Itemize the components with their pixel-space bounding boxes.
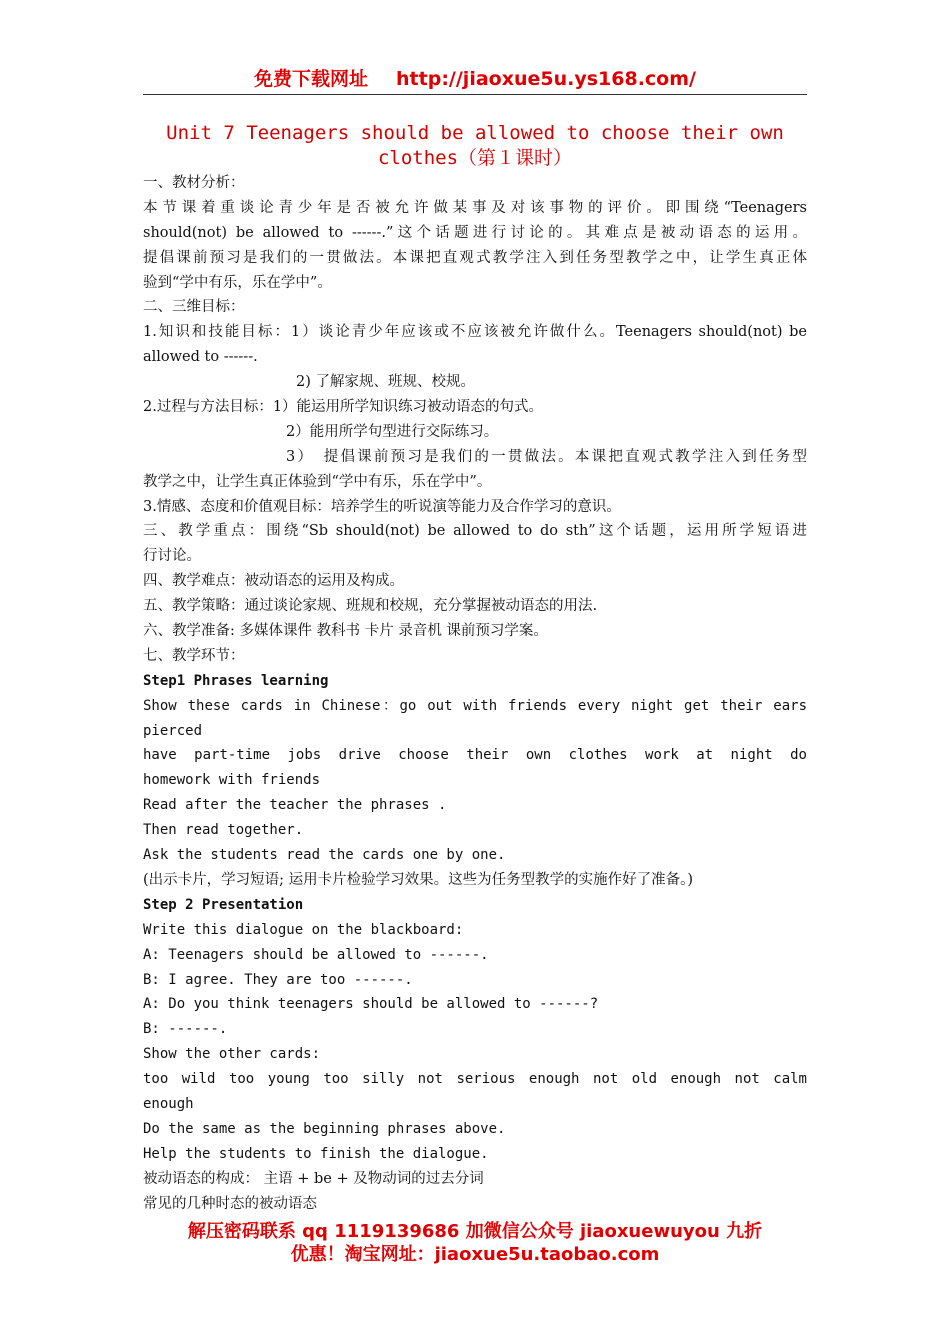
text-line: Help the students to finish the dialogue. <box>143 1145 489 1162</box>
text-line: 2）能用所学句型进行交际练习。 <box>286 423 499 440</box>
header-divider <box>143 94 807 95</box>
text-line: Ask the students read the cards one by one. <box>143 847 506 864</box>
text-line: 提倡课前预习是我们的一贯做法。本课把直观式教学注入到任务型教学之中，让学生真正体 <box>143 249 807 266</box>
text-line: (出示卡片，学习短语; 运用卡片检验学习效果。这些为任务型教学的实施作好了准备。) <box>143 871 694 888</box>
document-body <box>143 171 807 1216</box>
text-line: should(not) be allowed to ------.”这个话题进行讨论的。其难点是被动语态的运用。 <box>143 224 807 241</box>
text-line: 2.过程与方法目标：1）能运用所学知识练习被动语态的句式。 <box>143 399 544 416</box>
text-line: too wild too young too silly not serious enough not old enough not calm <box>143 1071 807 1088</box>
footer-line-2[interactable]: 优惠！淘宝网址：jiaoxue5u.taobao.com <box>290 1244 660 1265</box>
text-line: 被动语态的构成： 主语 + be + 及物动词的过去分词 <box>143 1170 484 1187</box>
section-heading: 五、教学策略：通过谈论家规、班规和校规，充分掌握被动语态的用法. <box>143 598 598 615</box>
text-line: 常见的几种时态的被动语态 <box>143 1195 317 1212</box>
text-line: Then read together. <box>143 822 304 839</box>
step-heading: Step1 Phrases learning <box>143 672 329 689</box>
text-line: 3） 提倡课前预习是我们的一贯做法。本课把直观式教学注入到任务型 <box>286 448 807 465</box>
section-heading: 一、教材分析： <box>143 175 245 191</box>
text-line: Show these cards in Chinese：go out with friends every night get their ears <box>143 697 807 714</box>
text-line: pierced <box>143 722 203 739</box>
dialogue-line: A: Teenagers should be allowed to ------. <box>143 946 489 963</box>
text-line: Show the other cards: <box>143 1046 321 1063</box>
text-line: 验到“学中有乐，乐在学中”。 <box>143 274 332 291</box>
page-title <box>143 121 807 171</box>
text-line: allowed to ------. <box>143 349 258 366</box>
text-line: enough <box>143 1095 194 1112</box>
step-heading: Step 2 Presentation <box>143 896 304 913</box>
text-line: Read after the teacher the phrases . <box>143 797 447 814</box>
text-line: Do the same as the beginning phrases above. <box>143 1120 506 1137</box>
footer-line-1: 解压密码联系 qq 1119139686 加微信公众号 jiaoxuewuyou 九折 <box>187 1221 763 1242</box>
section-heading: 六、教学准备: 多媒体课件 教科书 卡片 录音机 课前预习学案。 <box>143 623 548 640</box>
text-line: 教学之中，让学生真正体验到“学中有乐，乐在学中”。 <box>143 473 492 490</box>
footer-banner <box>143 1220 807 1266</box>
text-line: 1.知识和技能目标：1）谈论青少年应该或不应该被允许做什么。Teenagers should(not) be <box>143 324 807 341</box>
section-heading: 二、三维目标： <box>143 299 245 316</box>
title-line-2: clothes（第１课时） <box>377 147 573 169</box>
title-line-1: Unit 7 Teenagers should be allowed to choose their own <box>166 122 784 144</box>
text-line: homework with friends <box>143 772 321 789</box>
section-heading: 四、教学难点：被动语态的运用及构成。 <box>143 573 404 590</box>
text-line: 2) 了解家规、班规、校规。 <box>296 374 475 391</box>
header-url-link[interactable]: http://jiaoxue5u.ys168.com/ <box>396 68 696 90</box>
text-line: 3.情感、态度和价值观目标：培养学生的听说演等能力及合作学习的意识。 <box>143 498 621 515</box>
dialogue-line: A: Do you think teenagers should be allowed to ------? <box>143 996 599 1013</box>
header-label: 免费下载网址 <box>254 68 369 90</box>
header-banner <box>143 64 807 91</box>
text-line: Write this dialogue on the blackboard: <box>143 921 464 938</box>
dialogue-line: B: ------. <box>143 1021 228 1038</box>
dialogue-line: B: I agree. They are too ------. <box>143 971 413 988</box>
text-line: 三、教学重点：围绕“Sb should(not) be allowed to do sth”这个话题，运用所学短语进 <box>143 523 807 540</box>
text-line: have part-time jobs drive choose their own clothes work at night do <box>143 747 807 764</box>
text-line: 本节课着重谈论青少年是否被允许做某事及对该事物的评价。即围绕“Teenagers <box>143 199 807 216</box>
section-heading: 七、教学环节： <box>143 647 245 664</box>
text-line: 行讨论。 <box>143 548 201 565</box>
